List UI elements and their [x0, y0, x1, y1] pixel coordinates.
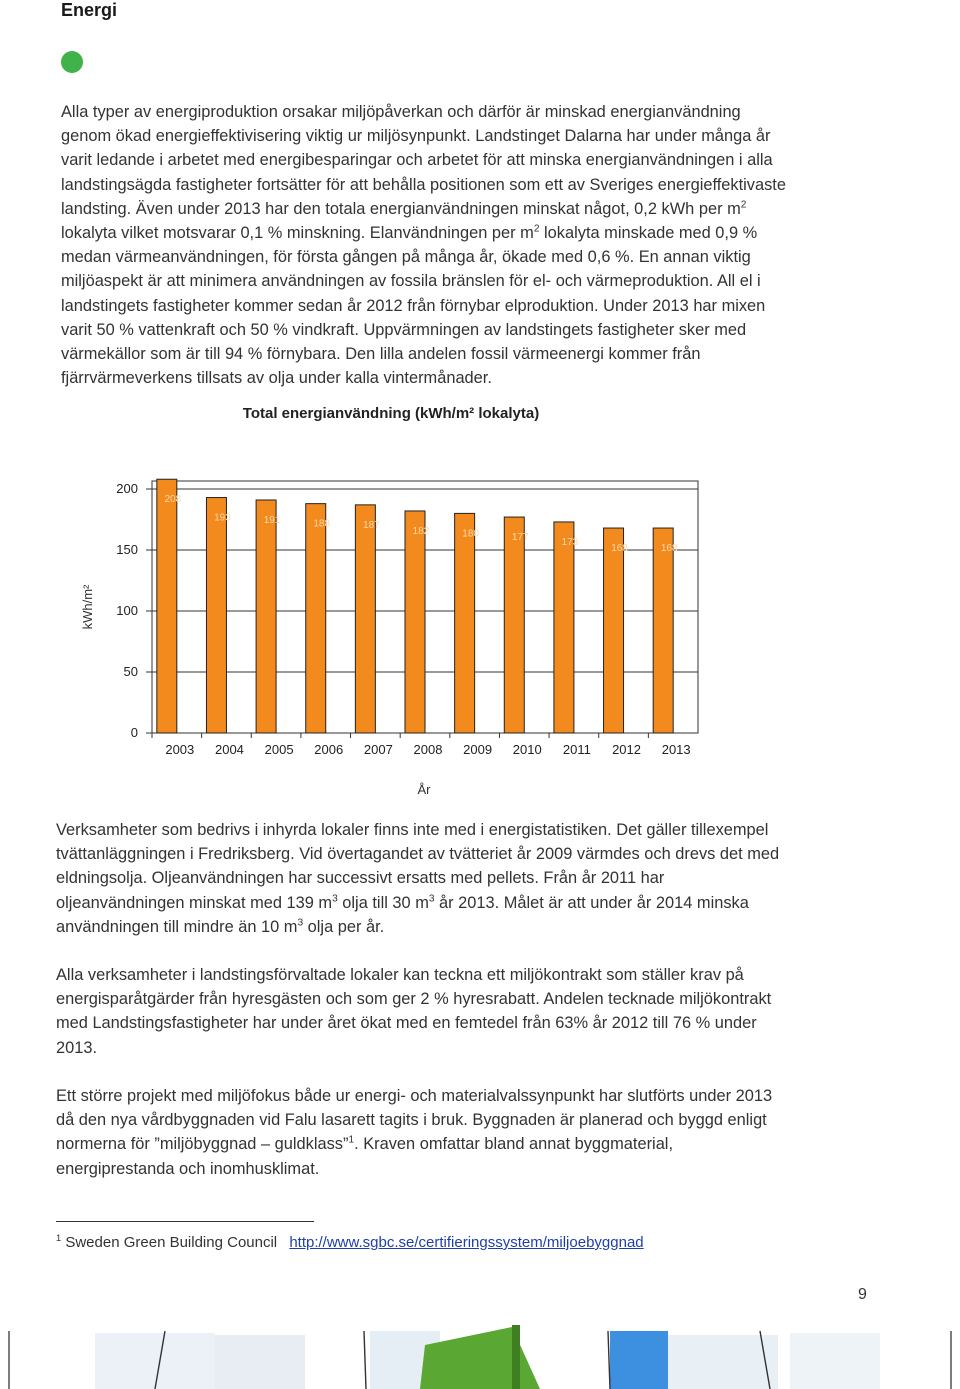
energy-bar-chart	[60, 395, 760, 815]
rented-premises-paragraph	[56, 818, 896, 939]
chart-title: Total energianvändning (kWh/m² lokalyta)	[242, 405, 540, 422]
x-tick-label: 2004	[214, 742, 244, 757]
para1-line: landsting. Även under 2013 har den totala energianvändningen minskat något, 0,2 kWh per $m^2$	[61, 199, 747, 218]
bar-2008	[405, 511, 425, 733]
para1-line: genom ökad energieffektivisering viktig ur miljösynpunkt. Landstinget Dalarna har under många år	[61, 127, 771, 146]
bar-value-label: 168	[611, 543, 628, 555]
bar-2010	[504, 517, 524, 733]
para4-line: energiprestanda och inomhusklimat.	[56, 1159, 320, 1178]
bar-2011	[554, 522, 574, 733]
footnote-link[interactable]: http://www.sgbc.se/certifieringssystem/miljoebyggnad	[289, 1234, 644, 1251]
para2-line: eldningsolja. Oljeanvändningen har successivt ersatts med pellets. Från år 2011 har	[56, 869, 665, 888]
para3-line: Alla verksamheter i landstingsförvaltade lokaler kan teckna ett miljökontrakt som ställer krav på	[56, 966, 744, 984]
para1-line: Alla typer av energiproduktion orsakar miljöpåverkan och därför är minskad energianvändning	[61, 103, 741, 121]
x-tick-label: 2008	[413, 742, 443, 757]
hospital-project-paragraph	[56, 1084, 896, 1181]
bar-value-label: 208	[164, 494, 182, 506]
bar-value-label: 168	[660, 543, 678, 555]
para4-line: normerna för ”miljöbyggnad – guldklass”$^1$. Kraven omfattar bland annat byggmaterial,	[56, 1134, 673, 1154]
x-tick-label: 2009	[463, 742, 493, 757]
y-tick-label: 100	[116, 603, 138, 618]
bar-value-label: 191	[263, 514, 281, 526]
bar-2004	[206, 498, 226, 733]
x-axis-label: År	[417, 782, 431, 797]
y-tick-label: 150	[116, 542, 138, 557]
environment-contract-paragraph	[56, 963, 896, 1060]
bar-2006	[306, 504, 326, 733]
footnote-separator	[56, 1221, 314, 1222]
page-number: 9	[858, 1286, 867, 1303]
bar-value-label: 187	[363, 519, 380, 531]
scan-edge-artifact	[0, 1325, 960, 1389]
para1-line: varit 50 % vattenkraft och 50 % vindkraft. Uppvärmningen av landstingets fastigheter sker med	[61, 320, 747, 339]
bar-2003	[157, 479, 177, 733]
x-tick-label: 2003	[165, 742, 195, 757]
para1-line: medan värmeanvändningen, för första gången på många år, ökade med 0,6 %. En annan viktig	[61, 248, 751, 267]
x-tick-label: 2006	[314, 742, 344, 757]
para1-line: landstingsägda fastigheter fortsätter för att behålla positionen som ett av Sveriges energieffektivaste	[61, 175, 786, 194]
x-tick-label: 2010	[512, 742, 542, 757]
bar-2012	[604, 528, 624, 733]
para1-line: varit ledande i arbetet med energibesparingar och arbetet för att minska energianvändningen i alla	[61, 151, 773, 170]
bar-2007	[355, 505, 375, 733]
para1-line: lokalyta vilket motsvarar 0,1 % minskning. Elanvändningen per $m^2$ lokalyta minskade med 0,9 %	[61, 223, 758, 243]
para2-line: oljeanvändningen minskat med 139 $m^3$ olja till 30 $m^3$ år 2013. Målet är att under år 2014 minska	[56, 893, 749, 912]
para4-line: då den nya vårdbyggnaden vid Falu lasarett tagits i bruk. Byggnaden är planerad och byggd enligt	[56, 1111, 767, 1130]
footnote-marker: 1	[56, 1233, 62, 1243]
x-tick-label: 2013	[661, 742, 691, 757]
footnote-text: Sweden Green Building Council	[65, 1234, 278, 1251]
para1-line: fjärrvärmeverkens tillsats av olja under kalla vintermånader.	[61, 369, 492, 388]
x-tick-label: 2007	[363, 742, 393, 757]
para2-line: tvättanläggningen i Fredriksberg. Vid övertagandet av tvätteriet år 2009 värmdes och drevs det med	[56, 845, 780, 864]
green-status-dot-icon	[61, 51, 83, 73]
y-tick-label: 50	[123, 664, 138, 679]
bar-2005	[256, 500, 276, 733]
bar-value-label: 182	[412, 525, 430, 537]
bar-value-label: 177	[511, 532, 529, 544]
para2-line: användningen till mindre än 10 $m^3$ olja per år.	[56, 917, 385, 936]
bar-value-label: 180	[462, 528, 479, 540]
para3-line: energisparåtgärder från hyresgästen och som ger 2 % hyresrabatt. Andelen tecknade miljökontrakt	[56, 990, 772, 1009]
section-heading: Energi	[61, 0, 118, 20]
footnote	[56, 1234, 644, 1251]
x-tick-label: 2012	[612, 742, 642, 757]
para2-line: Verksamheter som bedrivs i inhyrda lokaler finns inte med i energistatistiken. Det gäller tillexempel	[56, 821, 769, 839]
intro-paragraph	[61, 100, 891, 390]
bar-value-label: 193	[214, 512, 231, 524]
x-tick-label: 2005	[264, 742, 294, 757]
bar-value-label: 188	[313, 518, 331, 530]
bar-value-label: 173	[561, 536, 579, 548]
para1-line: landstingets fastigheter kommer sedan år 2012 från förnybar elproduktion. Under 2013 har mixen	[61, 296, 766, 315]
y-tick-label: 0	[130, 725, 138, 740]
y-axis-label: kWh/m²	[80, 584, 95, 630]
y-tick-label: 200	[116, 481, 138, 496]
para3-line: 2013.	[56, 1038, 98, 1057]
para4-line: Ett större projekt med miljöfokus både ur energi- och materialvalssynpunkt har slutförts under 2013	[56, 1087, 773, 1105]
para1-line: värmekällor som är till 94 % förnybara. Den lilla andelen fossil värmeenergi kommer från	[61, 345, 701, 364]
x-tick-label: 2011	[562, 742, 591, 757]
bar-2009	[455, 513, 475, 733]
bar-2013	[653, 528, 673, 733]
para3-line: med Landstingsfastigheter har under året ökat med en femtedel från 63% år 2012 till 76 % under	[56, 1014, 757, 1033]
para1-line: miljöaspekt är att minimera användningen av fossila bränslen för el- och värmeproduktion. All el i	[61, 272, 761, 291]
